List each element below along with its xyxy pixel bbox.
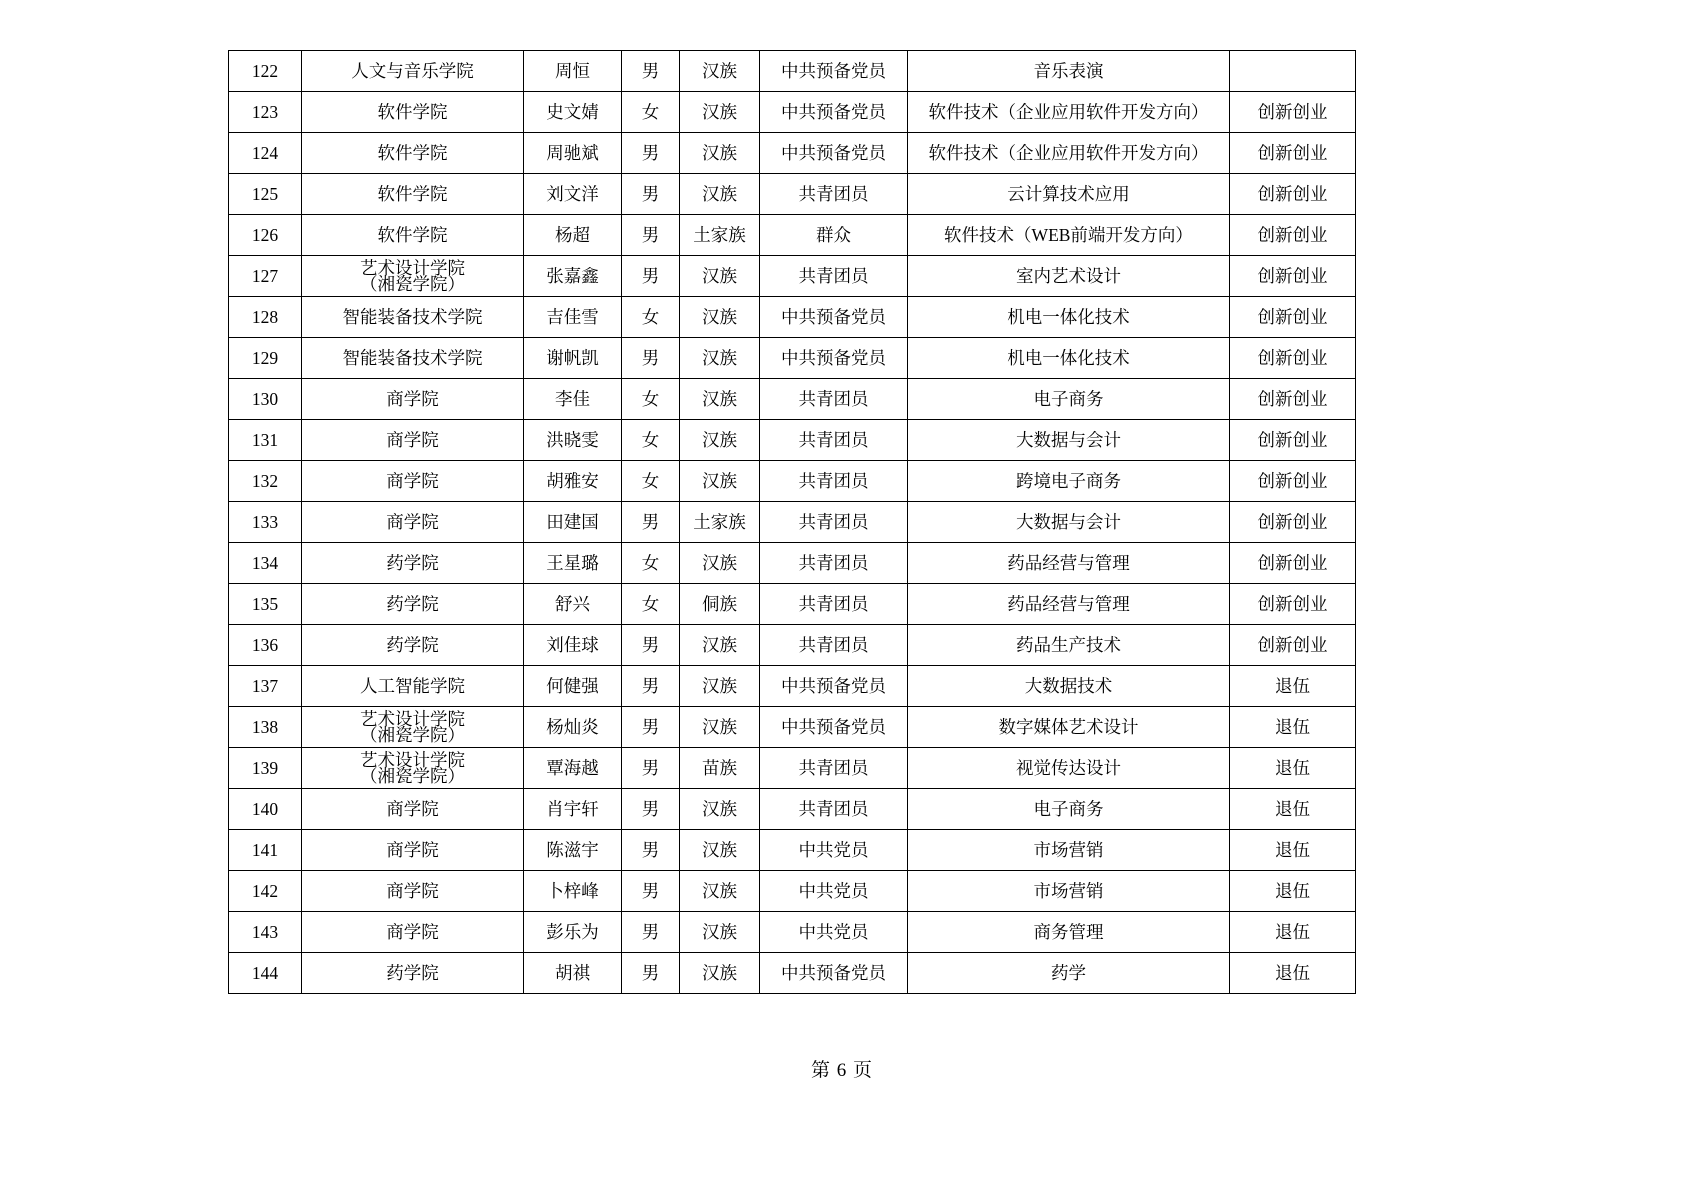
cell-major: 软件技术（企业应用软件开发方向） <box>908 92 1230 133</box>
cell-index: 126 <box>229 215 302 256</box>
cell-college: 智能装备技术学院 <box>302 338 524 379</box>
table-row <box>229 338 1356 379</box>
cell-type: 创新创业 <box>1230 215 1356 256</box>
cell-party: 共青团员 <box>760 256 908 297</box>
cell-name: 刘文洋 <box>524 174 622 215</box>
cell-ethnicity: 汉族 <box>680 871 760 912</box>
cell-name: 肖宇轩 <box>524 789 622 830</box>
cell-type: 创新创业 <box>1230 338 1356 379</box>
cell-type: 创新创业 <box>1230 92 1356 133</box>
cell-college: 药学院 <box>302 953 524 994</box>
cell-major: 数字媒体艺术设计 <box>908 707 1230 748</box>
cell-major: 药品生产技术 <box>908 625 1230 666</box>
table-row <box>229 92 1356 133</box>
cell-gender: 男 <box>622 912 680 953</box>
table-row <box>229 789 1356 830</box>
cell-college: 药学院 <box>302 543 524 584</box>
cell-name: 张嘉鑫 <box>524 256 622 297</box>
cell-type: 创新创业 <box>1230 584 1356 625</box>
cell-major: 药品经营与管理 <box>908 584 1230 625</box>
cell-gender: 男 <box>622 174 680 215</box>
cell-major: 室内艺术设计 <box>908 256 1230 297</box>
cell-party: 中共预备党员 <box>760 953 908 994</box>
cell-party: 共青团员 <box>760 789 908 830</box>
cell-name: 杨超 <box>524 215 622 256</box>
table-row <box>229 912 1356 953</box>
cell-college <box>302 707 524 748</box>
cell-index: 140 <box>229 789 302 830</box>
cell-major: 电子商务 <box>908 379 1230 420</box>
table-row <box>229 174 1356 215</box>
cell-party: 中共党员 <box>760 871 908 912</box>
cell-type: 创新创业 <box>1230 625 1356 666</box>
cell-college-line2: （湘瓷学院） <box>360 725 465 745</box>
cell-major: 机电一体化技术 <box>908 297 1230 338</box>
cell-ethnicity: 汉族 <box>680 92 760 133</box>
cell-college: 商学院 <box>302 379 524 420</box>
cell-major: 视觉传达设计 <box>908 748 1230 789</box>
cell-party: 共青团员 <box>760 379 908 420</box>
cell-major: 电子商务 <box>908 789 1230 830</box>
cell-type: 创新创业 <box>1230 379 1356 420</box>
cell-type: 创新创业 <box>1230 502 1356 543</box>
cell-name: 何健强 <box>524 666 622 707</box>
cell-gender: 男 <box>622 707 680 748</box>
cell-index: 144 <box>229 953 302 994</box>
cell-ethnicity: 汉族 <box>680 133 760 174</box>
cell-party: 共青团员 <box>760 420 908 461</box>
cell-gender: 男 <box>622 953 680 994</box>
cell-type: 退伍 <box>1230 666 1356 707</box>
cell-major: 市场营销 <box>908 871 1230 912</box>
cell-index: 141 <box>229 830 302 871</box>
cell-name: 刘佳球 <box>524 625 622 666</box>
table-row <box>229 625 1356 666</box>
cell-gender: 男 <box>622 338 680 379</box>
table-row <box>229 297 1356 338</box>
cell-name: 周驰斌 <box>524 133 622 174</box>
cell-college-line2: （湘瓷学院） <box>360 274 465 294</box>
cell-ethnicity: 汉族 <box>680 830 760 871</box>
cell-ethnicity: 侗族 <box>680 584 760 625</box>
cell-college-line1: 艺术设计学院 <box>360 708 465 729</box>
table-row <box>229 953 1356 994</box>
cell-ethnicity: 汉族 <box>680 912 760 953</box>
cell-major: 大数据与会计 <box>908 502 1230 543</box>
cell-type: 退伍 <box>1230 748 1356 789</box>
cell-name: 王星璐 <box>524 543 622 584</box>
cell-ethnicity: 苗族 <box>680 748 760 789</box>
cell-major: 大数据技术 <box>908 666 1230 707</box>
roster-table-body <box>229 51 1356 994</box>
cell-type: 创新创业 <box>1230 297 1356 338</box>
cell-college <box>302 748 524 789</box>
cell-party: 中共预备党员 <box>760 92 908 133</box>
cell-college: 商学院 <box>302 461 524 502</box>
cell-gender: 男 <box>622 666 680 707</box>
cell-type: 退伍 <box>1230 871 1356 912</box>
cell-index: 123 <box>229 92 302 133</box>
cell-major: 商务管理 <box>908 912 1230 953</box>
cell-college: 药学院 <box>302 625 524 666</box>
cell-index: 132 <box>229 461 302 502</box>
cell-ethnicity: 土家族 <box>680 502 760 543</box>
cell-gender: 男 <box>622 256 680 297</box>
cell-name: 胡雅安 <box>524 461 622 502</box>
cell-name: 陈滋宇 <box>524 830 622 871</box>
cell-index: 125 <box>229 174 302 215</box>
cell-index: 131 <box>229 420 302 461</box>
cell-name: 覃海越 <box>524 748 622 789</box>
cell-college-line2: （湘瓷学院） <box>360 766 465 786</box>
cell-party: 中共预备党员 <box>760 707 908 748</box>
cell-party: 中共预备党员 <box>760 338 908 379</box>
cell-party: 共青团员 <box>760 461 908 502</box>
cell-ethnicity: 汉族 <box>680 297 760 338</box>
cell-type: 退伍 <box>1230 953 1356 994</box>
cell-college-line1: 艺术设计学院 <box>360 749 465 770</box>
cell-college: 软件学院 <box>302 174 524 215</box>
cell-party: 共青团员 <box>760 502 908 543</box>
table-row <box>229 502 1356 543</box>
cell-ethnicity: 汉族 <box>680 707 760 748</box>
cell-major: 药品经营与管理 <box>908 543 1230 584</box>
cell-type: 退伍 <box>1230 707 1356 748</box>
cell-index: 134 <box>229 543 302 584</box>
cell-ethnicity: 汉族 <box>680 666 760 707</box>
cell-ethnicity: 汉族 <box>680 51 760 92</box>
cell-type: 创新创业 <box>1230 133 1356 174</box>
cell-type <box>1230 51 1356 92</box>
cell-party: 中共预备党员 <box>760 133 908 174</box>
cell-name: 史文婧 <box>524 92 622 133</box>
cell-party: 共青团员 <box>760 748 908 789</box>
cell-college: 商学院 <box>302 420 524 461</box>
cell-ethnicity: 汉族 <box>680 174 760 215</box>
cell-college: 人工智能学院 <box>302 666 524 707</box>
cell-major: 软件技术（WEB前端开发方向） <box>908 215 1230 256</box>
cell-index: 137 <box>229 666 302 707</box>
cell-name: 卜梓峰 <box>524 871 622 912</box>
cell-major: 药学 <box>908 953 1230 994</box>
cell-index: 130 <box>229 379 302 420</box>
cell-major: 市场营销 <box>908 830 1230 871</box>
cell-party: 共青团员 <box>760 174 908 215</box>
cell-party: 中共预备党员 <box>760 666 908 707</box>
table-row <box>229 379 1356 420</box>
cell-index: 129 <box>229 338 302 379</box>
cell-party: 共青团员 <box>760 584 908 625</box>
cell-type: 创新创业 <box>1230 543 1356 584</box>
cell-party: 群众 <box>760 215 908 256</box>
cell-index: 128 <box>229 297 302 338</box>
cell-ethnicity: 汉族 <box>680 420 760 461</box>
cell-index: 135 <box>229 584 302 625</box>
cell-gender: 女 <box>622 92 680 133</box>
cell-major: 音乐表演 <box>908 51 1230 92</box>
cell-ethnicity: 汉族 <box>680 625 760 666</box>
cell-name: 洪晓雯 <box>524 420 622 461</box>
cell-college: 商学院 <box>302 789 524 830</box>
cell-ethnicity: 汉族 <box>680 256 760 297</box>
cell-college: 商学院 <box>302 871 524 912</box>
cell-index: 124 <box>229 133 302 174</box>
cell-index: 136 <box>229 625 302 666</box>
cell-party: 共青团员 <box>760 625 908 666</box>
cell-college: 商学院 <box>302 912 524 953</box>
cell-gender: 男 <box>622 748 680 789</box>
cell-gender: 女 <box>622 420 680 461</box>
table-row <box>229 543 1356 584</box>
table-row <box>229 215 1356 256</box>
cell-party: 中共党员 <box>760 912 908 953</box>
cell-college: 商学院 <box>302 830 524 871</box>
cell-gender: 女 <box>622 543 680 584</box>
cell-major: 软件技术（企业应用软件开发方向） <box>908 133 1230 174</box>
cell-type: 退伍 <box>1230 789 1356 830</box>
table-row <box>229 748 1356 789</box>
cell-party: 中共预备党员 <box>760 297 908 338</box>
cell-ethnicity: 汉族 <box>680 461 760 502</box>
cell-type: 创新创业 <box>1230 174 1356 215</box>
cell-name: 舒兴 <box>524 584 622 625</box>
cell-college: 商学院 <box>302 502 524 543</box>
cell-type: 退伍 <box>1230 912 1356 953</box>
cell-major: 云计算技术应用 <box>908 174 1230 215</box>
cell-name: 李佳 <box>524 379 622 420</box>
table-row <box>229 420 1356 461</box>
cell-college: 软件学院 <box>302 92 524 133</box>
cell-index: 127 <box>229 256 302 297</box>
cell-index: 138 <box>229 707 302 748</box>
cell-gender: 男 <box>622 51 680 92</box>
cell-type: 创新创业 <box>1230 256 1356 297</box>
cell-major: 大数据与会计 <box>908 420 1230 461</box>
table-row <box>229 256 1356 297</box>
cell-college: 软件学院 <box>302 215 524 256</box>
roster-table <box>228 50 1356 994</box>
table-row <box>229 830 1356 871</box>
cell-gender: 女 <box>622 297 680 338</box>
page-footer: 第 6 页 <box>810 1060 873 1081</box>
cell-party: 中共党员 <box>760 830 908 871</box>
cell-gender: 男 <box>622 133 680 174</box>
cell-name: 田建国 <box>524 502 622 543</box>
cell-college-line1: 艺术设计学院 <box>360 257 465 278</box>
cell-college: 软件学院 <box>302 133 524 174</box>
cell-major: 跨境电子商务 <box>908 461 1230 502</box>
cell-college <box>302 256 524 297</box>
cell-name: 杨灿炎 <box>524 707 622 748</box>
cell-college: 药学院 <box>302 584 524 625</box>
roster-table-container <box>228 50 1355 994</box>
cell-type: 退伍 <box>1230 830 1356 871</box>
cell-college: 智能装备技术学院 <box>302 297 524 338</box>
table-row <box>229 51 1356 92</box>
table-row <box>229 461 1356 502</box>
cell-gender: 女 <box>622 379 680 420</box>
cell-gender: 女 <box>622 461 680 502</box>
cell-gender: 男 <box>622 789 680 830</box>
cell-gender: 男 <box>622 625 680 666</box>
cell-ethnicity: 汉族 <box>680 543 760 584</box>
cell-gender: 男 <box>622 830 680 871</box>
cell-name: 胡祺 <box>524 953 622 994</box>
cell-index: 142 <box>229 871 302 912</box>
table-row <box>229 871 1356 912</box>
cell-index: 133 <box>229 502 302 543</box>
cell-type: 创新创业 <box>1230 461 1356 502</box>
cell-ethnicity: 汉族 <box>680 953 760 994</box>
cell-ethnicity: 汉族 <box>680 379 760 420</box>
table-row <box>229 707 1356 748</box>
cell-type: 创新创业 <box>1230 420 1356 461</box>
table-row <box>229 666 1356 707</box>
cell-major: 机电一体化技术 <box>908 338 1230 379</box>
cell-gender: 男 <box>622 215 680 256</box>
cell-ethnicity: 汉族 <box>680 338 760 379</box>
cell-party: 中共预备党员 <box>760 51 908 92</box>
cell-gender: 男 <box>622 871 680 912</box>
cell-party: 共青团员 <box>760 543 908 584</box>
cell-index: 143 <box>229 912 302 953</box>
cell-name: 周恒 <box>524 51 622 92</box>
cell-index: 139 <box>229 748 302 789</box>
cell-name: 彭乐为 <box>524 912 622 953</box>
cell-gender: 女 <box>622 584 680 625</box>
table-row <box>229 133 1356 174</box>
table-row <box>229 584 1356 625</box>
cell-name: 吉佳雪 <box>524 297 622 338</box>
cell-name: 谢帆凯 <box>524 338 622 379</box>
cell-ethnicity: 汉族 <box>680 789 760 830</box>
cell-college: 人文与音乐学院 <box>302 51 524 92</box>
cell-gender: 男 <box>622 502 680 543</box>
cell-ethnicity: 土家族 <box>680 215 760 256</box>
cell-index: 122 <box>229 51 302 92</box>
